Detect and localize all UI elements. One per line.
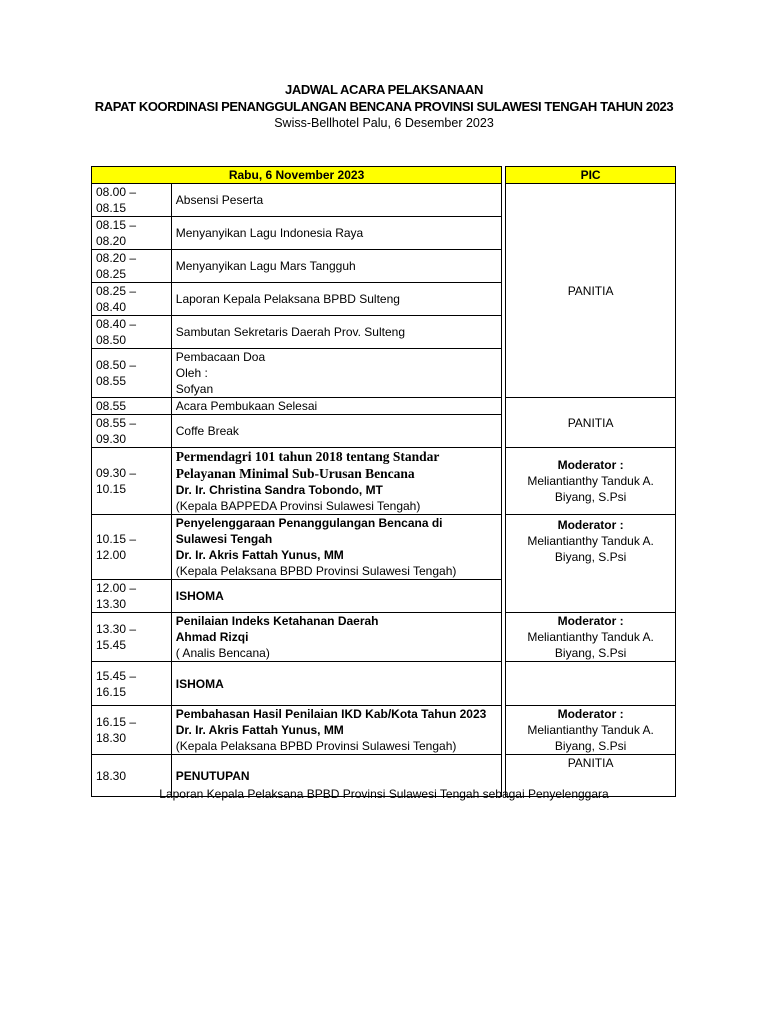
pic-cell-empty (506, 662, 676, 706)
pic-cell-moderator (506, 706, 676, 755)
moderator-label: Moderator : (557, 518, 624, 532)
moderator-label: Moderator : (557, 614, 624, 628)
moderator-name: Biyang, S.Psi (554, 739, 627, 753)
session-speaker: Dr. Ir. Akris Fattah Yunus, MM (175, 548, 344, 562)
activity-cell: Coffe Break (171, 415, 501, 448)
schedule-table (91, 166, 676, 797)
time-cell: 08.00 – 08.15 (92, 184, 172, 217)
table-row (92, 398, 676, 415)
time-cell: 08.15 – 08.20 (92, 217, 172, 250)
table-row (92, 613, 676, 662)
time-cell: 08.40 – 08.50 (92, 316, 172, 349)
activity-cell: Sambutan Sekretaris Daerah Prov. Sulteng (171, 316, 501, 349)
time-cell: 08.20 – 08.25 (92, 250, 172, 283)
activity-line: Oleh : (175, 366, 208, 380)
moderator-name: Biyang, S.Psi (554, 550, 627, 564)
pic-cell-panitia: PANITIA (506, 755, 676, 797)
moderator-name: Biyang, S.Psi (554, 490, 627, 504)
moderator-name: Meliantianthy Tanduk A. (527, 723, 654, 737)
moderator-name: Meliantianthy Tanduk A. (527, 474, 654, 488)
day-header: Rabu, 6 November 2023 (92, 167, 502, 184)
time-cell: 16.15 – 18.30 (92, 706, 172, 755)
activity-cell: Laporan Kepala Pelaksana BPBD Sulteng (171, 283, 501, 316)
activity-cell: Menyanyikan Lagu Indonesia Raya (171, 217, 501, 250)
pic-cell-moderator (506, 448, 676, 515)
activity-cell: ISHOMA (171, 580, 501, 613)
activity-cell: PENUTUPAN (171, 755, 501, 797)
moderator-name: Biyang, S.Psi (554, 646, 627, 660)
activity-cell: Menyanyikan Lagu Mars Tangguh (171, 250, 501, 283)
activity-cell (171, 349, 501, 398)
session-speaker: Ahmad Rizqi (175, 630, 249, 644)
session-role: ( Analis Bencana) (175, 646, 270, 660)
pic-header: PIC (506, 167, 676, 184)
time-cell: 08.25 – 08.40 (92, 283, 172, 316)
activity-cell (171, 515, 501, 580)
footer-note: Laporan Kepala Pelaksana BPBD Provinsi Sulawesi Tengah sebagai Penyelenggara (159, 787, 609, 801)
moderator-label: Moderator : (557, 707, 624, 721)
table-row (92, 706, 676, 755)
session-role: (Kepala Pelaksana BPBD Provinsi Sulawesi Tengah) (175, 739, 457, 753)
moderator-label: Moderator : (557, 458, 624, 472)
activity-cell: ISHOMA (171, 662, 501, 706)
activity-line: Sofyan (175, 382, 214, 396)
time-cell: 08.55 – 09.30 (92, 415, 172, 448)
document-subtitle: RAPAT KOORDINASI PENANGGULANGAN BENCANA PROVINSI SULAWESI TENGAH TAHUN 2023 (94, 99, 674, 114)
pic-cell-panitia: PANITIA (506, 184, 676, 398)
session-role: (Kepala BAPPEDA Provinsi Sulawesi Tengah) (175, 499, 421, 513)
activity-cell (171, 448, 501, 515)
time-cell: 08.55 (92, 398, 172, 415)
time-cell: 08.50 – 08.55 (92, 349, 172, 398)
session-speaker: Dr. Ir. Christina Sandra Tobondo, MT (175, 483, 383, 497)
document-title: JADWAL ACARA PELAKSANAAN (285, 82, 483, 97)
session-role: (Kepala Pelaksana BPBD Provinsi Sulawesi Tengah) (175, 564, 457, 578)
table-header-row (92, 167, 676, 184)
session-topic: Penilaian Indeks Ketahanan Daerah (175, 614, 379, 628)
table-row (92, 515, 676, 580)
activity-cell (171, 613, 501, 662)
time-cell: 09.30 – 10.15 (92, 448, 172, 515)
pic-cell-moderator (506, 515, 676, 613)
table-row (92, 662, 676, 706)
activity-cell: Absensi Peserta (171, 184, 501, 217)
session-topic: Pembahasan Hasil Penilaian IKD Kab/Kota Tahun 2023 (175, 707, 487, 721)
time-cell: 13.30 – 15.45 (92, 613, 172, 662)
session-topic: Penyelenggaraan Penanggulangan Bencana di Sulawesi Tengah (175, 516, 443, 546)
table-row (92, 184, 676, 217)
activity-line: Pembacaan Doa (175, 350, 266, 364)
moderator-name: Meliantianthy Tanduk A. (527, 534, 654, 548)
activity-cell: Acara Pembukaan Selesai (171, 398, 501, 415)
location-date: Swiss-Bellhotel Palu, 6 Desember 2023 (274, 116, 494, 130)
moderator-name: Meliantianthy Tanduk A. (527, 630, 654, 644)
session-speaker: Dr. Ir. Akris Fattah Yunus, MM (175, 723, 344, 737)
table-row (92, 448, 676, 515)
time-cell: 10.15 – 12.00 (92, 515, 172, 580)
session-topic: Permendagri 101 tahun 2018 tentang Standar Pelayanan Minimal Sub-Urusan Bencana (175, 449, 440, 481)
activity-cell (171, 706, 501, 755)
pic-cell-moderator (506, 613, 676, 662)
time-cell: 18.30 (92, 755, 172, 797)
time-cell: 12.00 – 13.30 (92, 580, 172, 613)
time-cell: 15.45 – 16.15 (92, 662, 172, 706)
pic-cell-panitia: PANITIA (506, 398, 676, 448)
